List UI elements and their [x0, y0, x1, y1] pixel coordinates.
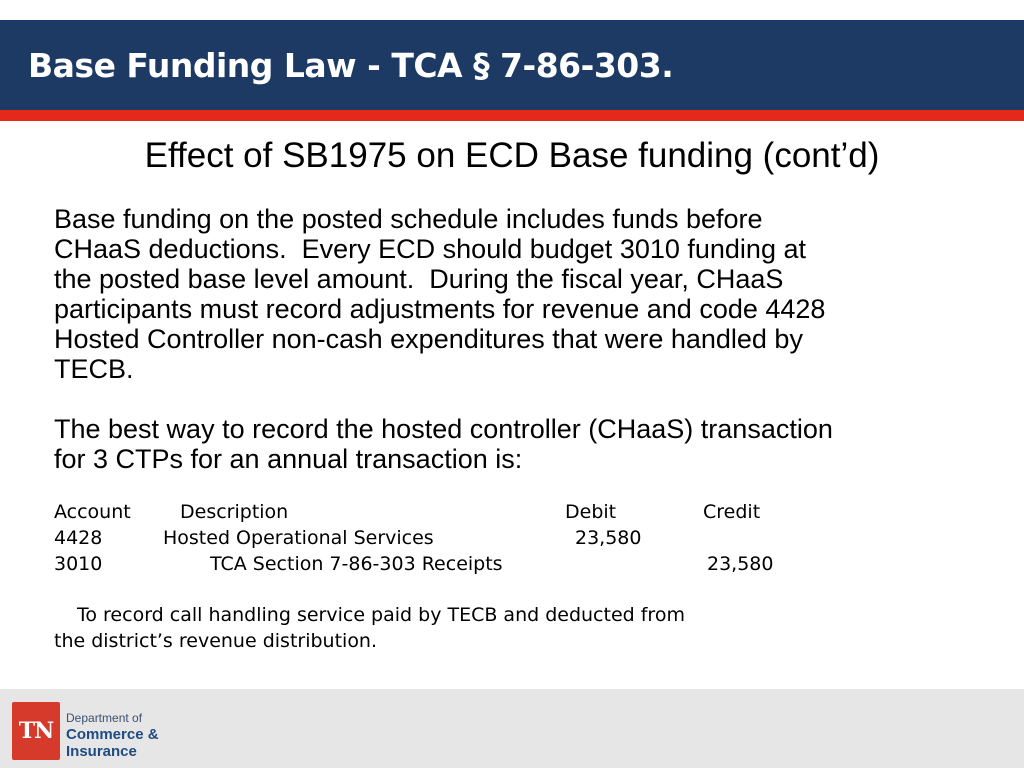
- header-account: Account: [54, 501, 131, 523]
- title-divider: [0, 110, 1024, 121]
- body-paragraph-2: The best way to record the hosted controller (CHaaS) transaction for 3 CTPs for an annual transaction is:: [54, 414, 833, 474]
- entry-note-line-1: To record call handling service paid by TECB and deducted from: [77, 604, 685, 626]
- row-debit: 23,580: [575, 527, 642, 549]
- header-description: Description: [180, 501, 289, 523]
- body-paragraph-1: Base funding on the posted schedule includes funds before CHaaS deductions. Every ECD should budget 3010 funding at the posted base level amount. During the fiscal year, CHaaS participants must record adjustments for revenue and code 4428 Hosted Controller non-cash expenditures that were handled by TECB.: [54, 204, 826, 384]
- row-description: TCA Section 7-86-303 Receipts: [210, 553, 503, 575]
- tn-logo-text: TN: [18, 718, 54, 744]
- row-account: 4428: [54, 527, 103, 549]
- tn-logo: [12, 702, 60, 760]
- row-credit: 23,580: [707, 553, 774, 575]
- header-credit: Credit: [703, 501, 761, 523]
- slide-title: Base Funding Law - TCA § 7-86-303.: [28, 46, 674, 85]
- dept-name-line-2: Commerce &: [66, 726, 159, 743]
- entry-note-line-2: the district’s revenue distribution.: [54, 630, 378, 652]
- top-margin: [0, 0, 1024, 20]
- dept-name-line-1: Department of: [66, 711, 143, 725]
- dept-name-line-3: Insurance: [66, 743, 137, 760]
- row-account: 3010: [54, 553, 103, 575]
- header-debit: Debit: [565, 501, 617, 523]
- row-description: Hosted Operational Services: [163, 527, 434, 549]
- slide-subtitle: Effect of SB1975 on ECD Base funding (cont’d): [144, 136, 880, 175]
